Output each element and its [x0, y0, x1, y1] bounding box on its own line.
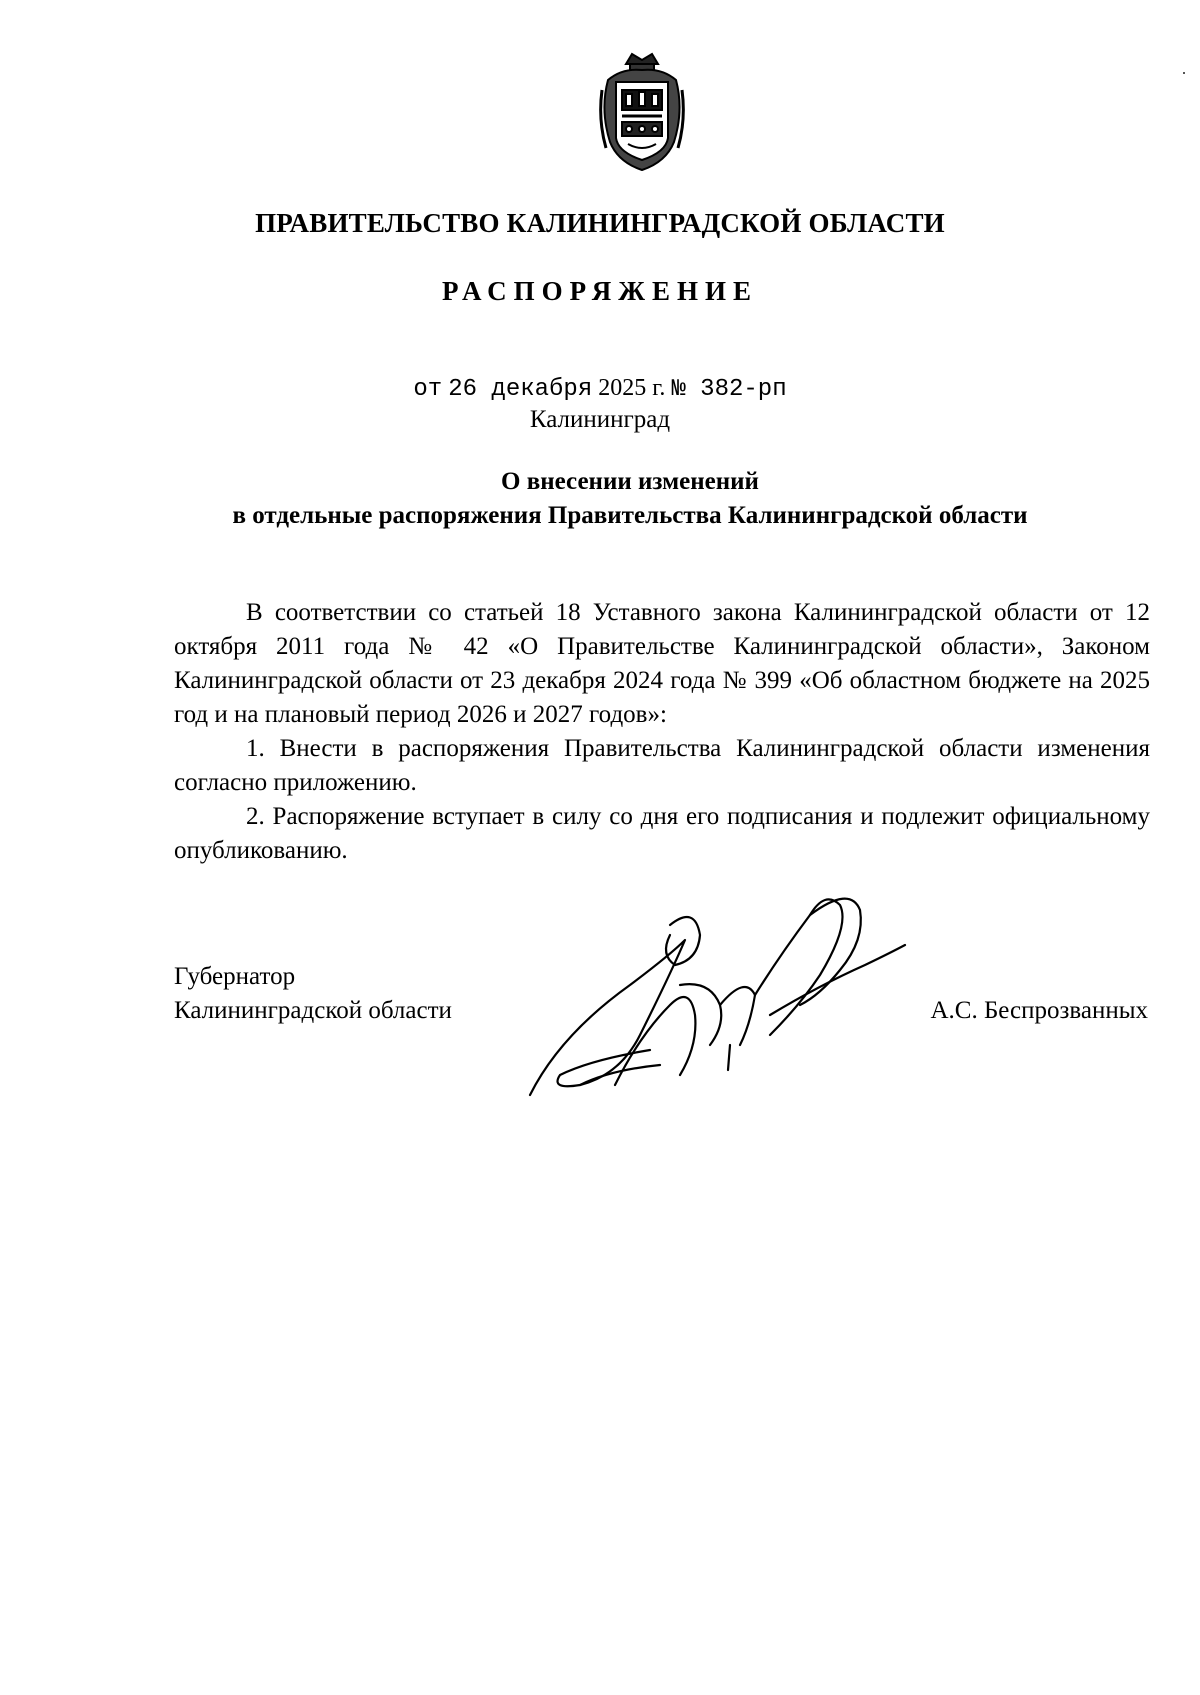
- document-number: № 382-рп: [671, 376, 787, 403]
- document-type-heading: РАСПОРЯЖЕНИЕ: [441, 276, 759, 306]
- document-date-line: [0, 375, 1200, 403]
- body-item-1: 1. Внести в распоряжения Правительства Калининградской области изменения согласно приложению.: [174, 735, 1150, 796]
- signer-title: [174, 960, 452, 1028]
- signer-title-line-2: Калининградской области: [174, 997, 452, 1024]
- scan-mark: [1183, 72, 1185, 74]
- organization-name: ПРАВИТЕЛЬСТВО КАЛИНИНГРАДСКОЙ ОБЛАСТИ: [255, 208, 945, 238]
- document-body: [174, 596, 1150, 868]
- document-city: Калининград: [529, 406, 671, 433]
- date-prefix: от: [413, 376, 443, 403]
- handwritten-signature-icon: [520, 885, 950, 1110]
- signer-title-line-1: Губернатор: [174, 963, 296, 990]
- subject-line-1: О внесении изменений: [501, 468, 759, 495]
- coat-of-arms-icon: [596, 50, 688, 176]
- body-preamble: В соответствии со статьей 18 Уставного закона Калининградской области от 12 октября 2011 года № 42 «О Правительстве Калининградской области», Законом Калининградской области от 23 декабря 2024 года № 399 «Об областном бюджете на 2025 год и на плановый период 2026 и 2027 годов»:: [174, 599, 1150, 728]
- date-value: 26 декабря: [448, 376, 593, 403]
- body-item-2: 2. Распоряжение вступает в силу со дня его подписания и подлежит официальному опубликованию.: [174, 803, 1150, 864]
- date-year: 2025 г.: [598, 375, 666, 401]
- subject-line-2: в отдельные распоряжения Правительства Калининградской области: [232, 502, 1028, 529]
- signer-name: А.С. Беспрозванных: [930, 997, 1148, 1024]
- document-subject: [150, 465, 1110, 533]
